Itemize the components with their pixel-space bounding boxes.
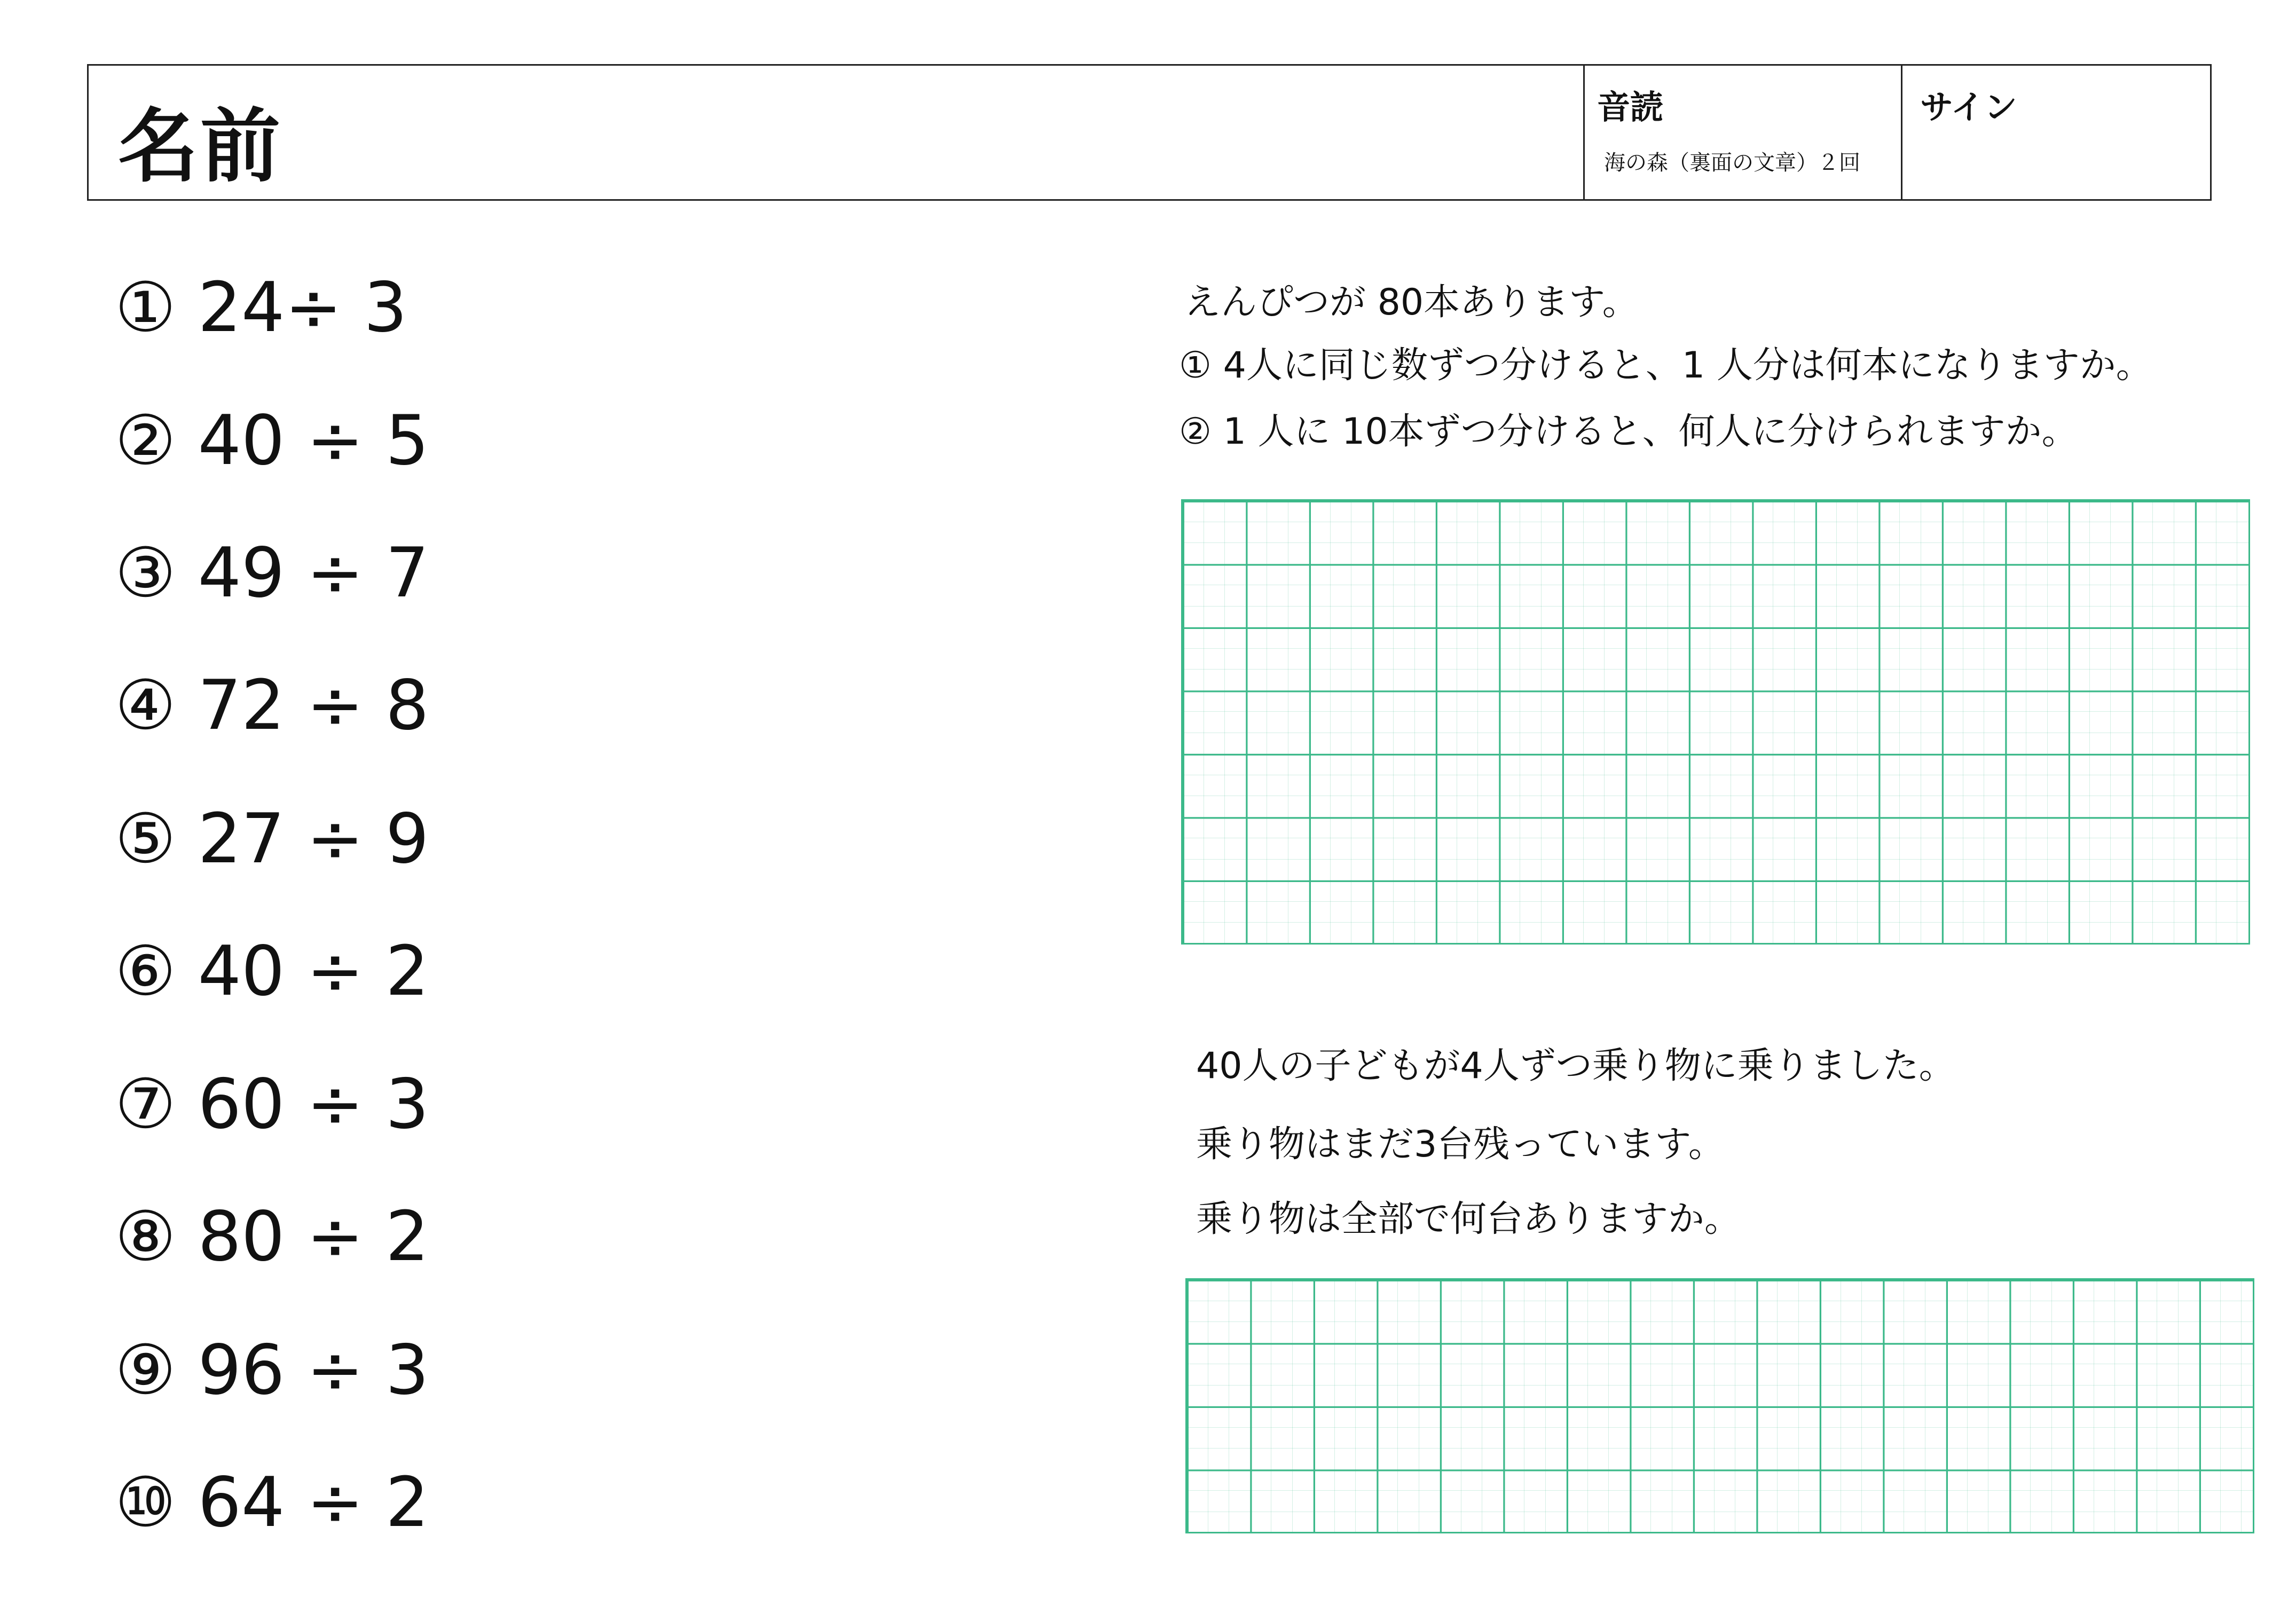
division-problem: ⑩ 64 ÷ 2 xyxy=(115,1463,429,1543)
division-problem: ⑦ 60 ÷ 3 xyxy=(115,1065,429,1144)
answer-grid-1[interactable] xyxy=(1181,499,2250,945)
header-divider xyxy=(1583,66,1585,199)
word-problem-text: 40人の子どもが4人ずつ乗り物に乗りました。 xyxy=(1196,1045,1955,1087)
division-problem: ⑥ 40 ÷ 2 xyxy=(115,932,429,1011)
word-problem-question: ② 1 人に 10本ずつ分けると、何人に分けられますか。 xyxy=(1179,411,2078,453)
word-problem-text: 乗り物はまだ3台残っています。 xyxy=(1196,1123,1725,1166)
division-problem: ④ 72 ÷ 8 xyxy=(115,666,429,745)
sign-title: サイン xyxy=(1920,88,2017,127)
division-problem: ③ 49 ÷ 7 xyxy=(115,533,429,613)
division-problem: ⑨ 96 ÷ 3 xyxy=(115,1331,429,1410)
word-problem-text: えんぴつが 80本あります。 xyxy=(1184,281,1639,324)
header-divider xyxy=(1901,66,1902,199)
division-problem: ② 40 ÷ 5 xyxy=(115,401,429,481)
word-problem-question: 乗り物は全部で何台ありますか。 xyxy=(1196,1198,1741,1240)
division-problem: ⑧ 80 ÷ 2 xyxy=(115,1197,429,1277)
name-label: 名前 xyxy=(118,100,283,193)
ondoku-subtitle: 海の森（裏面の文章）２回 xyxy=(1604,151,1860,175)
header-box xyxy=(87,64,2212,201)
ondoku-title: 音読 xyxy=(1597,88,1664,127)
division-problem: ⑤ 27 ÷ 9 xyxy=(115,799,429,879)
word-problem-question: ① 4人に同じ数ずつ分けると、1 人分は何本になりますか。 xyxy=(1179,344,2152,387)
answer-grid-2[interactable] xyxy=(1185,1278,2254,1533)
division-problem: ① 24÷ 3 xyxy=(115,268,407,348)
